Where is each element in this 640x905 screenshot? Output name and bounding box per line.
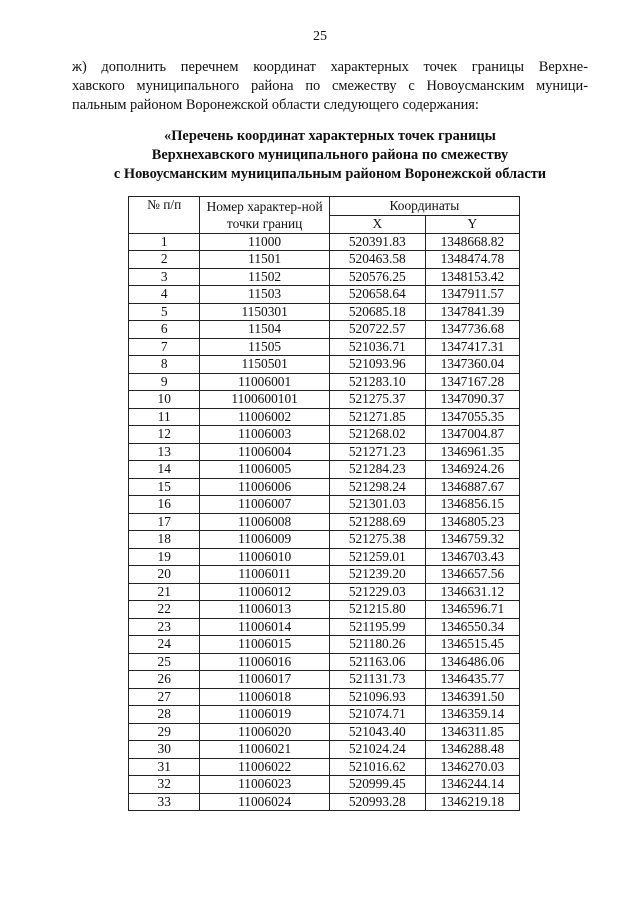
cell-x: 521271.85	[329, 408, 425, 426]
table-row	[129, 776, 520, 794]
cell-x: 521195.99	[329, 618, 425, 636]
cell-number: 4	[129, 286, 200, 304]
cell-point-id: 11503	[200, 286, 329, 304]
cell-x: 521259.01	[329, 548, 425, 566]
cell-number: 25	[129, 653, 200, 671]
cell-y: 1346288.48	[425, 741, 519, 759]
coordinates-table	[128, 196, 520, 811]
cell-y: 1346631.12	[425, 583, 519, 601]
cell-y: 1347911.57	[425, 286, 519, 304]
cell-x: 520463.58	[329, 251, 425, 269]
table-row	[129, 338, 520, 356]
table-row	[129, 286, 520, 304]
cell-number: 17	[129, 513, 200, 531]
intro-line: ж) дополнить перечнем координат характерных точек границы Верхне-	[72, 59, 588, 75]
table-row	[129, 251, 520, 269]
header-num: № п/п	[129, 197, 200, 234]
cell-point-id: 11006001	[200, 373, 329, 391]
cell-number: 24	[129, 636, 200, 654]
cell-number: 5	[129, 303, 200, 321]
cell-y: 1347055.35	[425, 408, 519, 426]
cell-y: 1346856.15	[425, 496, 519, 514]
cell-y: 1346550.34	[425, 618, 519, 636]
cell-point-id: 11006007	[200, 496, 329, 514]
header-y: Y	[425, 216, 519, 234]
cell-number: 21	[129, 583, 200, 601]
table-row	[129, 566, 520, 584]
cell-point-id: 11006022	[200, 758, 329, 776]
cell-y: 1346270.03	[425, 758, 519, 776]
table-row	[129, 688, 520, 706]
cell-number: 2	[129, 251, 200, 269]
cell-x: 521024.24	[329, 741, 425, 759]
cell-x: 521275.37	[329, 391, 425, 409]
cell-x: 521283.10	[329, 373, 425, 391]
cell-point-id: 11006014	[200, 618, 329, 636]
header-point: Номер характер-ной точки границ	[200, 197, 329, 234]
cell-x: 521131.73	[329, 671, 425, 689]
intro-line: пальным районом Воронежской области следующего содержания:	[72, 97, 479, 113]
cell-point-id: 11006009	[200, 531, 329, 549]
cell-x: 521301.03	[329, 496, 425, 514]
cell-x: 521239.20	[329, 566, 425, 584]
table-row	[129, 706, 520, 724]
table-row	[129, 758, 520, 776]
cell-x: 520722.57	[329, 321, 425, 339]
table-row	[129, 793, 520, 811]
table-row	[129, 723, 520, 741]
page-number: 25	[313, 29, 327, 44]
cell-point-id: 11006006	[200, 478, 329, 496]
cell-y: 1347841.39	[425, 303, 519, 321]
cell-y: 1346515.45	[425, 636, 519, 654]
cell-x: 521180.26	[329, 636, 425, 654]
cell-number: 28	[129, 706, 200, 724]
cell-y: 1346391.50	[425, 688, 519, 706]
cell-point-id: 11000	[200, 233, 329, 251]
cell-point-id: 11006021	[200, 741, 329, 759]
table-row	[129, 391, 520, 409]
intro-paragraph	[72, 58, 588, 115]
cell-x: 521275.38	[329, 531, 425, 549]
cell-point-id: 11006023	[200, 776, 329, 794]
cell-number: 10	[129, 391, 200, 409]
table-row	[129, 408, 520, 426]
table-row	[129, 583, 520, 601]
cell-y: 1348668.82	[425, 233, 519, 251]
cell-x: 521016.62	[329, 758, 425, 776]
cell-x: 521163.06	[329, 653, 425, 671]
table-row	[129, 671, 520, 689]
cell-point-id: 11006002	[200, 408, 329, 426]
table-row	[129, 496, 520, 514]
cell-point-id: 1150301	[200, 303, 329, 321]
cell-y: 1347090.37	[425, 391, 519, 409]
cell-number: 22	[129, 601, 200, 619]
table-row	[129, 653, 520, 671]
cell-y: 1346805.23	[425, 513, 519, 531]
cell-x: 521036.71	[329, 338, 425, 356]
table-row	[129, 531, 520, 549]
cell-x: 521268.02	[329, 426, 425, 444]
cell-y: 1346924.26	[425, 461, 519, 479]
cell-point-id: 11006008	[200, 513, 329, 531]
table-heading	[60, 127, 600, 184]
heading-line: с Новоусманским муниципальным районом Воронежской области	[113, 166, 547, 182]
cell-point-id: 11006005	[200, 461, 329, 479]
table-row	[129, 548, 520, 566]
cell-number: 6	[129, 321, 200, 339]
cell-number: 30	[129, 741, 200, 759]
cell-number: 8	[129, 356, 200, 374]
cell-point-id: 11006010	[200, 548, 329, 566]
cell-number: 31	[129, 758, 200, 776]
table-row	[129, 233, 520, 251]
table-row	[129, 426, 520, 444]
cell-number: 7	[129, 338, 200, 356]
table-row	[129, 741, 520, 759]
cell-y: 1348474.78	[425, 251, 519, 269]
table-body	[129, 233, 520, 811]
cell-number: 1	[129, 233, 200, 251]
cell-point-id: 11006016	[200, 653, 329, 671]
cell-number: 26	[129, 671, 200, 689]
table-row	[129, 636, 520, 654]
cell-point-id: 11006012	[200, 583, 329, 601]
cell-y: 1346244.14	[425, 776, 519, 794]
cell-number: 12	[129, 426, 200, 444]
cell-y: 1347417.31	[425, 338, 519, 356]
cell-y: 1347736.68	[425, 321, 519, 339]
cell-y: 1346359.14	[425, 706, 519, 724]
cell-x: 520993.28	[329, 793, 425, 811]
cell-number: 11	[129, 408, 200, 426]
cell-y: 1346435.77	[425, 671, 519, 689]
cell-y: 1348153.42	[425, 268, 519, 286]
cell-x: 521043.40	[329, 723, 425, 741]
cell-number: 15	[129, 478, 200, 496]
cell-number: 32	[129, 776, 200, 794]
cell-y: 1347167.28	[425, 373, 519, 391]
cell-y: 1346596.71	[425, 601, 519, 619]
cell-x: 520391.83	[329, 233, 425, 251]
cell-point-id: 11006017	[200, 671, 329, 689]
cell-point-id: 11006020	[200, 723, 329, 741]
cell-number: 18	[129, 531, 200, 549]
table-header	[129, 197, 520, 234]
cell-x: 520576.25	[329, 268, 425, 286]
header-coordinates: Координаты	[329, 197, 519, 216]
cell-y: 1347004.87	[425, 426, 519, 444]
cell-number: 23	[129, 618, 200, 636]
cell-y: 1346486.06	[425, 653, 519, 671]
table-row	[129, 513, 520, 531]
cell-number: 19	[129, 548, 200, 566]
cell-point-id: 11006003	[200, 426, 329, 444]
cell-number: 16	[129, 496, 200, 514]
cell-y: 1346657.56	[425, 566, 519, 584]
cell-y: 1346961.35	[425, 443, 519, 461]
header-row	[129, 197, 520, 216]
cell-x: 521093.96	[329, 356, 425, 374]
table-row	[129, 478, 520, 496]
cell-x: 520999.45	[329, 776, 425, 794]
cell-y: 1346311.85	[425, 723, 519, 741]
cell-x: 521229.03	[329, 583, 425, 601]
cell-number: 33	[129, 793, 200, 811]
cell-x: 521284.23	[329, 461, 425, 479]
cell-point-id: 11006015	[200, 636, 329, 654]
cell-number: 9	[129, 373, 200, 391]
cell-point-id: 11006004	[200, 443, 329, 461]
heading-line: Верхнехавского муниципального района по смежеству	[151, 147, 509, 163]
cell-y: 1346219.18	[425, 793, 519, 811]
table-row	[129, 303, 520, 321]
table-row	[129, 443, 520, 461]
cell-x: 520658.64	[329, 286, 425, 304]
cell-point-id: 11006018	[200, 688, 329, 706]
table-row	[129, 321, 520, 339]
cell-x: 520685.18	[329, 303, 425, 321]
cell-x: 521074.71	[329, 706, 425, 724]
cell-x: 521215.80	[329, 601, 425, 619]
table-row	[129, 461, 520, 479]
cell-x: 521288.69	[329, 513, 425, 531]
cell-point-id: 11006011	[200, 566, 329, 584]
cell-point-id: 11006013	[200, 601, 329, 619]
cell-number: 3	[129, 268, 200, 286]
cell-y: 1346887.67	[425, 478, 519, 496]
cell-y: 1347360.04	[425, 356, 519, 374]
cell-x: 521096.93	[329, 688, 425, 706]
table-row	[129, 268, 520, 286]
header-x: X	[329, 216, 425, 234]
cell-y: 1346703.43	[425, 548, 519, 566]
cell-point-id: 1150501	[200, 356, 329, 374]
table-row	[129, 601, 520, 619]
intro-line: хавского муниципального района по смежеству с Новоусманским муници-	[72, 78, 588, 94]
cell-point-id: 11504	[200, 321, 329, 339]
table-row	[129, 373, 520, 391]
cell-number: 29	[129, 723, 200, 741]
cell-number: 13	[129, 443, 200, 461]
cell-y: 1346759.32	[425, 531, 519, 549]
cell-point-id: 11006019	[200, 706, 329, 724]
table-row	[129, 356, 520, 374]
cell-x: 521298.24	[329, 478, 425, 496]
cell-point-id: 11505	[200, 338, 329, 356]
cell-number: 20	[129, 566, 200, 584]
cell-number: 27	[129, 688, 200, 706]
cell-number: 14	[129, 461, 200, 479]
heading-line: «Перечень координат характерных точек границы	[164, 128, 496, 144]
cell-x: 521271.23	[329, 443, 425, 461]
cell-point-id: 11502	[200, 268, 329, 286]
cell-point-id: 1100600101	[200, 391, 329, 409]
cell-point-id: 11006024	[200, 793, 329, 811]
table-row	[129, 618, 520, 636]
cell-point-id: 11501	[200, 251, 329, 269]
